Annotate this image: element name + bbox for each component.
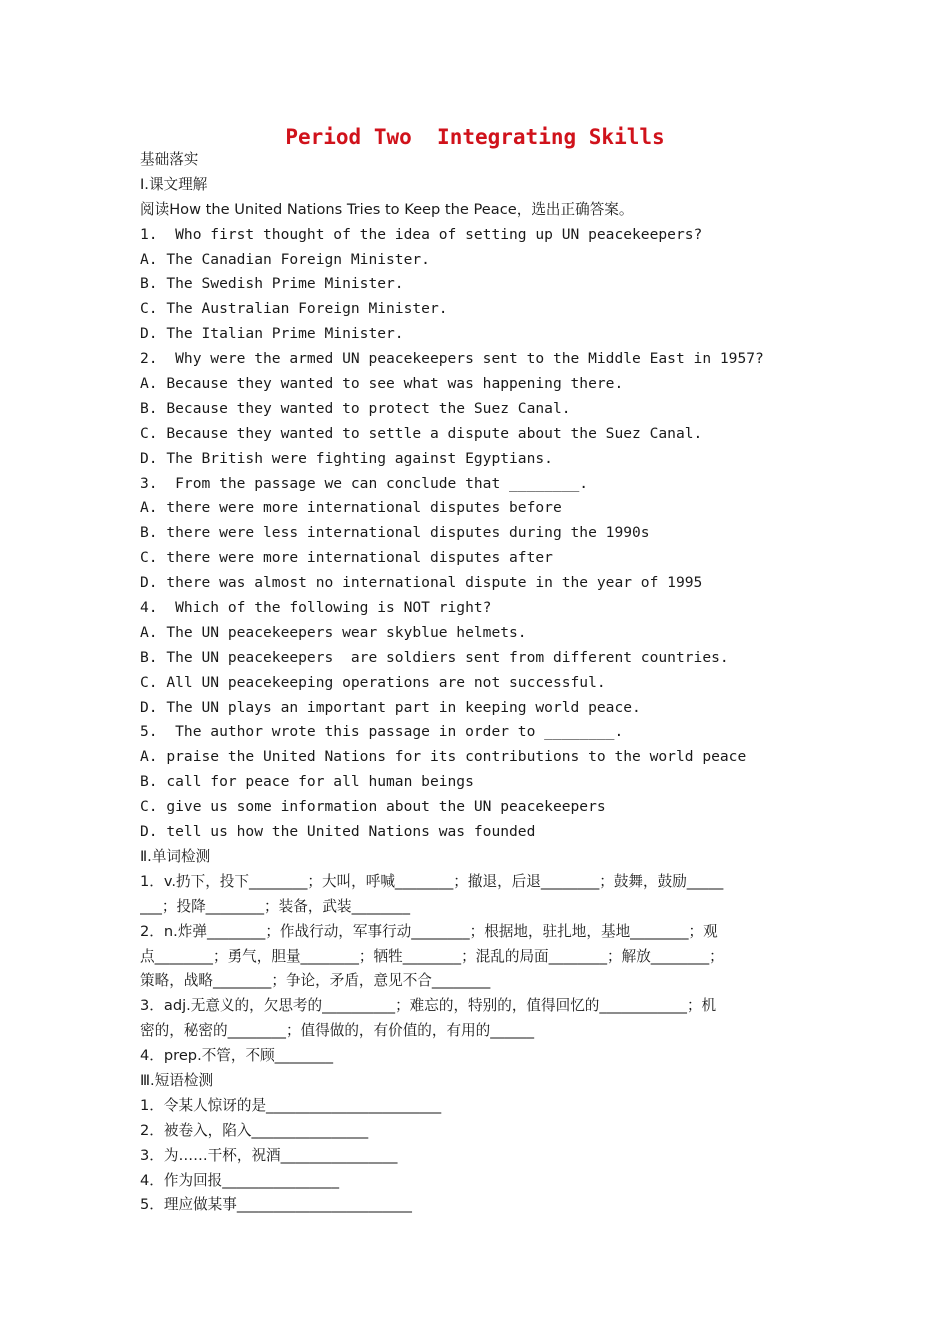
text-line: 2. Why were the armed UN peacekeepers sent to the Middle East in 1957?	[140, 350, 764, 368]
text-line: 基础落实	[140, 151, 199, 168]
text-line: 密的，秘密的________；值得做的，有价值的，有用的______	[140, 1022, 535, 1040]
text-line: 1．v.扔下，投下________；大叫，呼喊________；撤退，后退________；鼓舞，鼓励_____	[140, 872, 724, 890]
text-line: B. The UN peacekeepers are soldiers sent from different countries.	[140, 648, 729, 666]
text-line: A. there were more international disputes before	[140, 499, 562, 517]
document-body	[140, 148, 812, 1218]
text-line: C. Because they wanted to settle a dispute about the Suez Canal.	[140, 424, 703, 442]
text-line: A. praise the United Nations for its contributions to the world peace	[140, 748, 747, 766]
text-line: C. The Australian Foreign Minister.	[140, 300, 448, 318]
text-line: 1. Who first thought of the idea of setting up UN peacekeepers?	[140, 225, 703, 243]
text-line: 5. The author wrote this passage in order to ________.	[140, 723, 624, 741]
text-line: C. there were more international disputes after	[140, 549, 553, 567]
text-line: A. The Canadian Foreign Minister.	[140, 250, 430, 268]
text-line: 3．为……干杯，祝酒________________	[140, 1146, 398, 1164]
text-line: D. there was almost no international dispute in the year of 1995	[140, 574, 703, 592]
text-line: B. The Swedish Prime Minister.	[140, 275, 404, 293]
text-line: ___；投降________；装备，武装________	[140, 897, 410, 915]
text-line: B. there were less international disputes during the 1990s	[140, 524, 650, 542]
text-line: D. tell us how the United Nations was founded	[140, 823, 536, 841]
text-line: Ⅱ.单词检测	[140, 847, 211, 865]
text-line: B. Because they wanted to protect the Suez Canal.	[140, 399, 571, 417]
text-line: 2．被卷入，陷入________________	[140, 1121, 369, 1139]
text-line: 点________；勇气，胆量________；牺牲________；混乱的局面________；解放________；	[140, 947, 724, 965]
text-line: D. The UN plays an important part in keeping world peace.	[140, 698, 641, 716]
text-line: 3．adj.无意义的，欠思考的__________；难忘的，特别的，值得回忆的____________；机	[140, 997, 717, 1015]
text-line: C. All UN peacekeeping operations are not successful.	[140, 673, 606, 691]
text-line: 2．n.炸弹________；作战行动，军事行动________；根据地，驻扎地，基地________；观	[140, 922, 718, 940]
text-line: I.课文理解	[140, 175, 208, 193]
text-line: D. The Italian Prime Minister.	[140, 325, 404, 343]
text-line: A. The UN peacekeepers wear skyblue helmets.	[140, 623, 527, 641]
text-line: 策略，战略________；争论，矛盾，意见不合________	[140, 972, 491, 990]
text-line: C. give us some information about the UN peacekeepers	[140, 798, 606, 816]
text-line: 3. From the passage we can conclude that ________.	[140, 474, 589, 492]
text-line: A. Because they wanted to see what was happening there.	[140, 375, 624, 393]
text-line: Ⅲ.短语检测	[140, 1071, 214, 1089]
text-line: D. The British were fighting against Egyptians.	[140, 449, 553, 467]
text-line: B. call for peace for all human beings	[140, 773, 474, 791]
text-line: 阅读How the United Nations Tries to Keep the Peace，选出正确答案。	[140, 200, 634, 218]
text-line: 4．作为回报________________	[140, 1171, 340, 1189]
text-line: 1．令某人惊讶的是________________________	[140, 1096, 442, 1114]
text-line: 4．prep.不管，不顾________	[140, 1047, 334, 1065]
document-title: Period Two Integrating Skills	[285, 125, 665, 149]
text-line: 4. Which of the following is NOT right?	[140, 599, 492, 617]
text-line: 5．理应做某事________________________	[140, 1196, 412, 1214]
